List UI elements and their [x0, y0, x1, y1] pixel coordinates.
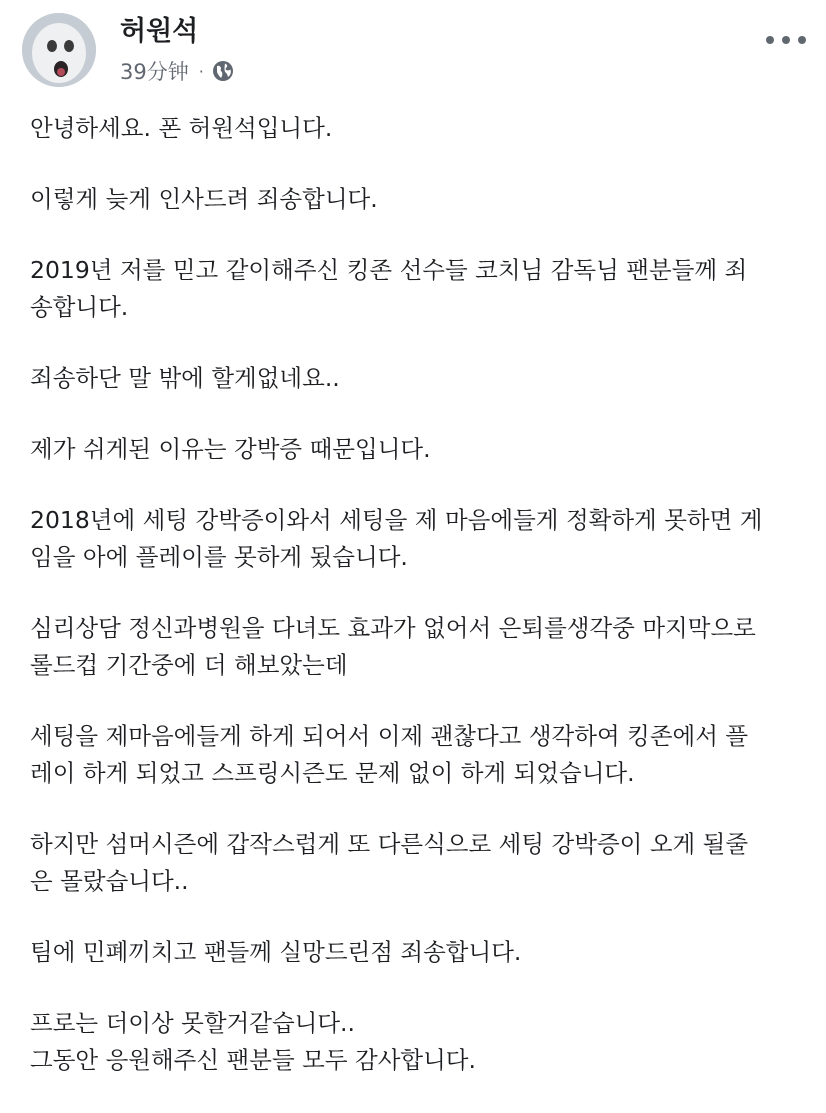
post-meta — [120, 56, 234, 86]
post-text-line: 은 몰랐습니다.. — [30, 867, 189, 895]
post-paragraph — [30, 826, 806, 900]
post-text-line: 제가 쉬게된 이유는 강박증 때문입니다. — [30, 435, 431, 463]
more-options-icon[interactable] — [766, 28, 806, 52]
post-paragraph — [30, 610, 806, 684]
more-dot — [766, 36, 774, 44]
post-text-line: 그동안 응원해주신 팬분들 모두 감사합니다. — [30, 1046, 476, 1074]
post-header — [0, 0, 826, 100]
post-text-line: 심리상담 정신과병원을 다녀도 효과가 없어서 은퇴를생각중 마지막으로 — [30, 614, 756, 642]
post-text-line: 세팅을 제마음에들게 하게 되어서 이제 괜찮다고 생각하여 킹존에서 플 — [30, 722, 749, 750]
globe-icon[interactable] — [212, 60, 234, 82]
post-timestamp[interactable]: 39分钟 — [120, 60, 189, 84]
post-text-line: 팀에 민폐끼치고 팬들께 실망드린점 죄송합니다. — [30, 938, 522, 966]
post-body — [30, 110, 806, 1113]
avatar-image — [22, 13, 96, 87]
post-text-line: 롤드컵 기간중에 더 해보았는데 — [30, 651, 348, 679]
author-name[interactable]: 허원석 — [120, 16, 199, 47]
post-text-line: 이렇게 늦게 인사드려 죄송합니다. — [30, 185, 378, 213]
post-paragraph — [30, 431, 806, 468]
post-paragraph — [30, 718, 806, 792]
post-paragraph — [30, 110, 806, 147]
meta-separator: · — [198, 61, 204, 81]
post-text-line: 송합니다. — [30, 293, 129, 321]
post-text-line: 죄송하단 말 밖에 할게없네요.. — [30, 364, 340, 392]
post-paragraph — [30, 934, 806, 971]
post-text-line: 프로는 더이상 못할거같습니다.. — [30, 1009, 355, 1037]
post-text-line: 하지만 섬머시즌에 갑작스럽게 또 다른식으로 세팅 강박증이 오게 될줄 — [30, 830, 749, 858]
more-dot — [798, 36, 806, 44]
post-paragraph — [30, 1005, 806, 1079]
post-text-line: 임을 아에 플레이를 못하게 됬습니다. — [30, 543, 408, 571]
post-text-line: 2019년 저를 믿고 같이해주신 킹존 선수들 코치님 감독님 팬분들께 죄 — [30, 256, 748, 284]
more-dot — [782, 36, 790, 44]
post-paragraph — [30, 181, 806, 218]
post-paragraph — [30, 360, 806, 397]
post-text-line: 안녕하세요. 폰 허원석입니다. — [30, 114, 333, 142]
post-text-line: 레이 하게 되었고 스프링시즌도 문제 없이 하게 되었습니다. — [30, 759, 635, 787]
avatar[interactable] — [22, 13, 96, 87]
post-paragraph — [30, 502, 806, 576]
post-paragraph — [30, 252, 806, 326]
post-text-line: 2018년에 세팅 강박증이와서 세팅을 제 마음에들게 정확하게 못하면 게 — [30, 506, 763, 534]
